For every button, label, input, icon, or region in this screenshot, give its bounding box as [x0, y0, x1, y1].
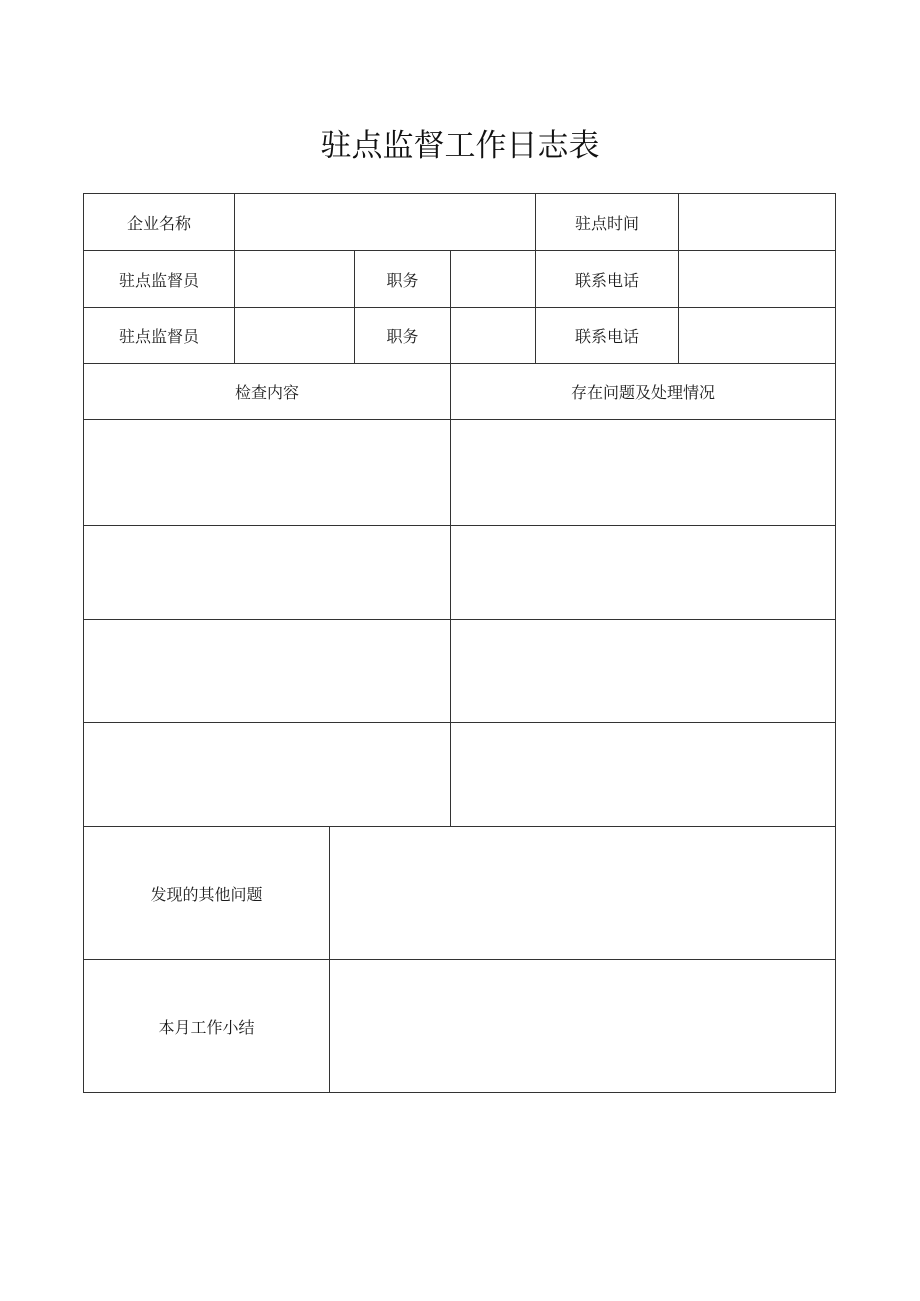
company-name-field[interactable] [235, 194, 535, 250]
inspection-content-field[interactable] [84, 620, 450, 722]
supervisor-2-label: 驻点监督员 [118, 327, 199, 346]
issues-handling-field[interactable] [451, 420, 835, 525]
supervisor-1-phone-field[interactable] [679, 251, 835, 307]
other-issues-label: 发现的其他问题 [150, 884, 263, 904]
inspection-content-field[interactable] [84, 526, 450, 619]
supervisor-1-position-label: 职务 [386, 270, 419, 290]
issues-handling-field[interactable] [451, 723, 835, 826]
supervisor-2-phone-field[interactable] [679, 308, 835, 363]
issues-handling-field[interactable] [451, 620, 835, 722]
supervisor-1-label: 驻点监督员 [118, 270, 199, 290]
issues-handling-field[interactable] [451, 526, 835, 619]
station-time-label: 驻点时间 [574, 213, 639, 233]
other-issues-field[interactable] [330, 827, 835, 959]
supervision-log-form [83, 193, 836, 1093]
company-name-label: 企业名称 [126, 213, 191, 233]
supervisor-2-position-label: 职务 [386, 327, 419, 346]
supervisor-1-phone-label: 联系电话 [574, 270, 639, 290]
inspection-content-header: 检查内容 [234, 383, 299, 402]
inspection-content-field[interactable] [84, 723, 450, 826]
monthly-summary-field[interactable] [330, 960, 835, 1092]
supervisor-2-phone-label: 联系电话 [574, 327, 639, 346]
issues-handling-header: 存在问题及处理情况 [570, 383, 715, 402]
supervisor-2-position-field[interactable] [451, 308, 535, 363]
supervisor-2-name-field[interactable] [235, 308, 354, 363]
supervisor-1-name-field[interactable] [235, 251, 354, 307]
station-time-field[interactable] [679, 194, 835, 250]
inspection-content-field[interactable] [84, 420, 450, 525]
monthly-summary-label: 本月工作小结 [158, 1017, 255, 1037]
supervisor-1-position-field[interactable] [451, 251, 535, 307]
page-title: 驻点监督工作日志表 [320, 128, 600, 164]
